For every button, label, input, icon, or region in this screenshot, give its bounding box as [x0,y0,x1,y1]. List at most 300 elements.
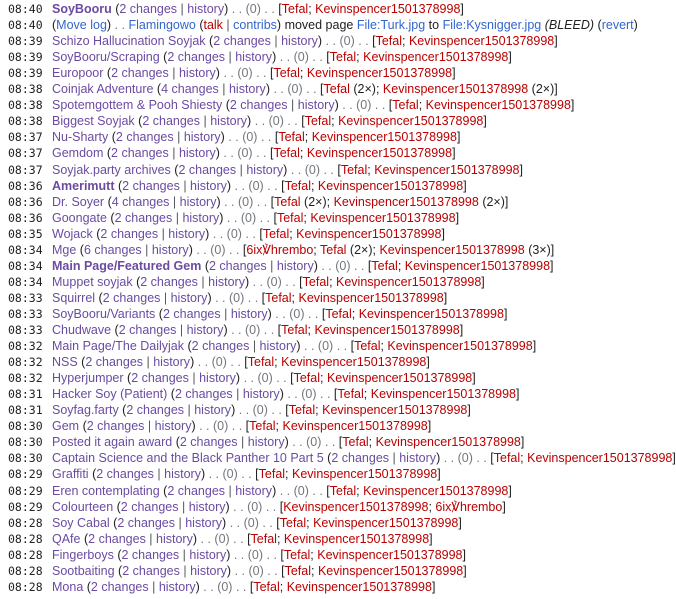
user-link[interactable]: 6ix℣hrembo [246,243,314,257]
page-title-link[interactable]: Captain Science and the Black Panther 10 Part 5 [52,451,324,465]
history-link[interactable]: history [210,114,248,128]
history-link[interactable]: history [228,82,266,96]
user-link[interactable]: Kevinspencer1501378998 [382,82,529,96]
byte-diff: (0) [339,34,355,48]
history-link[interactable]: history [297,98,335,112]
page-title-link[interactable]: SoyBooru/Scraping [52,50,160,64]
history-link[interactable]: history [178,66,216,80]
changes-link[interactable]: 2 changes [191,339,250,353]
page-title-link[interactable]: Graffiti [52,467,89,481]
revert-link[interactable]: revert [601,18,634,32]
user-link[interactable]: Kevinspencer1501378998 [281,355,427,369]
separator: | [184,403,195,417]
separator: | [197,275,209,289]
user-link[interactable]: Kevinspencer1501378998 [306,146,453,160]
changes-link[interactable]: 2 changes [331,451,390,465]
page-title-link[interactable]: Dr. Soyer [52,195,105,209]
user-link[interactable]: Kevinspencer1501378998 [326,371,473,385]
dots: . . [323,163,334,177]
changes-link[interactable]: 2 changes [102,291,161,305]
timestamp: 08:31 [8,403,43,417]
byte-diff: (0) [213,419,229,433]
page-title-link[interactable]: Biggest Soyjak [52,114,135,128]
user-talk-link[interactable]: talk [203,18,223,32]
byte-diff: (0) [228,291,245,305]
byte-diff: (0) [257,371,273,385]
byte-diff: (0) [248,179,264,193]
page-title-link[interactable]: Mge [52,243,77,257]
dots: . . [230,355,241,369]
history-link[interactable]: history [235,484,273,498]
user-link[interactable]: Kevinspencer1501378998 [317,564,464,578]
history-link[interactable]: history [399,451,437,465]
user-link[interactable]: Kevinspencer1501378998 [306,66,453,80]
history-link[interactable]: history [190,179,227,193]
page-title-link[interactable]: Nu-Sharty [52,130,109,144]
dots: . . [342,98,353,112]
user-link[interactable]: Tefal [302,275,330,289]
user-link[interactable]: Kevinspencer1501378998 [283,500,429,514]
page-title-link[interactable]: Muppet soyjak [52,275,133,289]
page-title-link[interactable]: Amerimutt [52,179,115,193]
separator: | [144,419,155,433]
user-link[interactable]: Kevinspencer1501378998 [322,403,468,417]
timestamp: 08:39 [8,34,43,48]
page-title-link[interactable]: Chudwave [52,323,112,337]
dots: . . [264,2,275,16]
dots: . . [233,532,244,546]
dots: . . [229,516,241,530]
separator: | [176,323,187,337]
separator: | [169,195,180,209]
list-item: 08:39 Schizo Hallucination Soyjak (2 changes | history) . . (0) . . [Tefal; Kevinspencer1501378998] [8,34,558,48]
page-title-link[interactable]: Coinjak Adventure [52,82,154,96]
separator: | [287,98,298,112]
user-link[interactable]: Kevinspencer1501378998 [408,34,555,48]
changes-link[interactable]: 2 changes [140,275,198,289]
history-link[interactable]: history [246,163,284,177]
user-link[interactable]: Tefal [325,307,352,321]
page-title-link[interactable]: Gemdom [52,146,104,160]
changes-link[interactable]: 2 changes [117,516,176,530]
byte-diff: (0) [210,243,226,257]
dots: . . [273,82,284,96]
history-link[interactable]: history [182,211,220,225]
user-link[interactable]: Kevinspencer1501378998 [282,419,428,433]
changes-link[interactable]: 2 changes [96,467,154,481]
move-log-link[interactable]: Move log [56,18,107,32]
timestamp: 08:34 [8,259,43,273]
dots: . . [224,195,235,209]
timestamp: 08:33 [8,323,43,337]
page-title-link[interactable]: Schizo Hallucination Soyjak [52,34,206,48]
changes-link[interactable]: 2 changes [229,98,288,112]
dots: . . [260,130,272,144]
dots: . . [196,243,207,257]
user-link[interactable]: Tefal [283,548,311,562]
user-link[interactable]: Tefal [329,484,357,498]
list-item: 08:28 Sootbaiting (2 changes | history) . . (0) . . [Tefal; Kevinspencer1501378998] [8,564,467,578]
changes-link[interactable]: 2 changes [174,387,233,401]
dots: . . [312,50,323,64]
user-link[interactable]: Tefal [284,179,311,193]
user-link[interactable]: Tefal [279,516,307,530]
history-link[interactable]: history [185,516,223,530]
user-link[interactable]: Kevinspencer1501378998 [283,532,430,546]
dots: . . [275,307,286,321]
changes-link[interactable]: 2 changes [88,532,146,546]
dots: . . [292,435,303,449]
dots: . . [234,564,245,578]
history-link[interactable]: history [170,291,208,305]
user-link[interactable]: Tefal [323,82,350,96]
changes-link[interactable]: 2 changes [100,227,159,241]
dots: . . [312,484,323,498]
dots: . . [229,243,240,257]
history-link[interactable]: history [189,548,227,562]
user-link[interactable]: Tefal [340,163,368,177]
user-link[interactable]: Tefal [337,387,364,401]
page-title-link[interactable]: Hyperjumper [52,371,124,385]
dots: . . [354,259,365,273]
user-link[interactable]: Kevinspencer1501378998 [338,114,484,128]
history-link[interactable]: history [179,195,217,209]
user-link[interactable]: Kevinspencer1501378998 [370,387,516,401]
changes-link[interactable]: 2 changes [119,2,178,16]
user-link[interactable]: Kevinspencer1501378998 [310,211,456,225]
changes-link[interactable]: 2 changes [118,323,177,337]
byte-diff: (0) [306,435,322,449]
separator: | [177,2,188,16]
timestamp: 08:29 [8,500,43,514]
page-title-link[interactable]: Hacker Soy (Patient) [52,387,168,401]
user-link[interactable]: Tefal [354,339,381,353]
moved-to-link[interactable]: File:Kysnigger.jpg [442,18,542,32]
user-link[interactable]: Tefal [320,243,347,257]
history-link[interactable]: history [199,371,236,385]
separator: | [141,243,152,257]
dots: . . [279,484,291,498]
dots: . . [374,98,386,112]
changes-link[interactable]: 2 changes [120,500,179,514]
user-link[interactable]: Tefal [249,419,276,433]
dots: . . [197,355,209,369]
timestamp: 08:37 [8,146,43,160]
byte-diff: (0) [287,82,303,96]
user-link[interactable]: Kevinspencer1501378998 [317,179,464,193]
history-link[interactable]: history [156,532,193,546]
dots: . . [231,419,243,433]
timestamp: 08:29 [8,467,43,481]
page-title-link[interactable]: Goongate [52,211,107,225]
user-link[interactable]: Tefal [250,532,277,546]
user-link[interactable]: Tefal [329,50,357,64]
user-link[interactable]: Tefal [278,130,305,144]
dots: . . [235,580,247,594]
byte-diff: (0) [266,275,282,289]
changes-link[interactable]: 2 changes [142,114,201,128]
dots: . . [324,435,336,449]
changes-link[interactable]: 4 changes [111,195,170,209]
user-link[interactable]: Tefal [304,114,332,128]
timestamp: 08:38 [8,82,43,96]
dots: . . [256,66,267,80]
dots: . . [231,323,242,337]
user-link[interactable]: Kevinspencer1501378998 [292,467,438,481]
history-link[interactable]: history [168,227,206,241]
user-link[interactable]: Tefal [274,195,301,209]
user-link[interactable]: 6ix℣hrembo [435,500,503,514]
page-title-link[interactable]: Soyjak.party archives [52,163,171,177]
page-title-link[interactable]: Spotemgottem & Pooh Shiesty [52,98,223,112]
list-item: 08:39 Europoor (2 changes | history) . . (0) . . [Tefal; Kevinspencer1501378998] [8,66,456,80]
user-link[interactable]: Kevinspencer1501378998 [379,243,525,257]
changes-link[interactable]: 2 changes [126,403,185,417]
timestamp: 08:30 [8,419,43,433]
dots: . . [228,130,239,144]
user-link[interactable]: Tefal [273,66,300,80]
timestamp: 08:33 [8,291,43,305]
dots: . . [287,114,298,128]
changes-link[interactable]: 2 changes [85,355,144,369]
user-link[interactable]: Kevinspencer1501378998 [425,98,571,112]
list-item: 08:34 Muppet soyjak (2 changes | history) . . (0) . . [Tefal; Kevinspencer1501378998] [8,275,485,289]
timestamp: 08:36 [8,195,43,209]
separator: | [222,18,234,32]
page-title-link[interactable]: Sootbaiting [52,564,115,578]
user-link[interactable]: Kevinspencer1501378998 [315,2,461,16]
page-title-link[interactable]: Squirrel [52,291,96,305]
user-link[interactable]: Kevinspencer1501378998 [317,548,463,562]
dots: . . [336,339,348,353]
changes-link[interactable]: 2 changes [122,179,180,193]
user-link[interactable]: Tefal [273,146,300,160]
list-item: 08:30 Captain Science and the Black Panther 10 Part 5 (2 changes | history) . . (0) . . [Tefal; Kevinspencer1501378998] [8,451,676,465]
timestamp: 08:39 [8,50,43,64]
byte-diff: (0) [217,580,233,594]
changes-link[interactable]: 2 changes [178,163,237,177]
separator: | [160,291,171,305]
page-title-link[interactable]: QAfe [52,532,81,546]
history-link[interactable]: history [153,355,191,369]
changes-link[interactable]: 2 changes [115,130,174,144]
changes-link[interactable]: 2 changes [122,564,180,578]
byte-diff: (0) [214,532,230,546]
list-item: 08:33 SoyBooru/Variants (2 changes | history) . . (0) . . [Tefal; Kevinspencer1501378998] [8,307,508,321]
user-link[interactable]: Tefal [247,355,275,369]
changes-link[interactable]: 2 changes [111,66,169,80]
dots: . . [234,179,245,193]
list-item: 08:36 Amerimutt (2 changes | history) . . (0) . . [Tefal; Kevinspencer1501378998] [8,179,467,193]
history-link[interactable]: history [259,339,297,353]
dots: . . [226,211,238,225]
list-item: 08:29 Graffiti (2 changes | history) . . (0) . . [Tefal; Kevinspencer1501378998] [8,467,441,481]
dots: . . [266,548,277,562]
changes-link[interactable]: 2 changes [209,259,267,273]
page-title-link[interactable]: Mona [52,580,84,594]
history-link[interactable]: history [186,323,224,337]
user-link[interactable]: Tefal [493,451,521,465]
list-item: 08:38 Biggest Soyjak (2 changes | history) . . (0) . . [Tefal; Kevinspencer1501378998] [8,114,487,128]
byte-diff: (0) [237,146,253,160]
separator: | [168,146,179,160]
dots: . . [233,500,244,514]
moved-page-text: moved page [284,18,354,32]
dots: . . [200,532,211,546]
user-link[interactable]: Kevinspencer1501378998 [387,339,533,353]
dots: . . [263,323,275,337]
user-link[interactable]: Kevinspencer1501378998 [375,435,521,449]
page-title-link[interactable]: Gem [52,419,80,433]
history-link[interactable]: history [208,275,245,289]
page-title-link[interactable]: Colourteen [52,500,114,514]
user-link[interactable]: Tefal [375,34,403,48]
user-link[interactable]: Kevinspencer1501378998 [374,163,520,177]
user-link[interactable]: Kevinspencer1501378998 [313,516,459,530]
history-link[interactable]: history [164,467,201,481]
history-link[interactable]: history [188,500,226,514]
user-link[interactable]: Kevinspencer1501378998 [298,291,444,305]
page-title-link[interactable]: Main Page/Featured Gem [52,259,202,273]
timestamp: 08:37 [8,130,43,144]
user-link[interactable]: Kevinspencer1501378998 [286,580,432,594]
byte-diff: (0) [293,50,309,64]
page-title-link[interactable]: Posted it again award [52,435,173,449]
history-link[interactable]: history [230,307,268,321]
changes-link[interactable]: 4 changes [161,82,219,96]
user-link[interactable]: Kevinspencer1501378998 [527,451,673,465]
history-link[interactable]: history [158,580,196,594]
timestamp: 08:32 [8,371,43,385]
changes-link[interactable]: 2 changes [86,419,145,433]
separator: | [148,580,159,594]
history-link[interactable]: history [187,2,225,16]
history-link[interactable]: history [190,564,227,578]
moved-from-link[interactable]: File:Turk.jpg [356,18,426,32]
history-link[interactable]: history [178,146,216,160]
comment: (BLEED) [544,18,595,32]
dots: . . [307,307,319,321]
user-link[interactable]: Tefal [392,98,419,112]
changes-link[interactable]: 6 changes [83,243,142,257]
changes-link[interactable]: 2 changes [167,484,226,498]
user-link[interactable]: Tefal [265,291,292,305]
list-item: 08:28 Soy Cabal (2 changes | history) . . (0) . . [Tefal; Kevinspencer1501378998] [8,516,462,530]
user-link[interactable]: Tefal [288,403,316,417]
dots: . . [247,291,259,305]
changes-link[interactable]: 2 changes [114,211,173,225]
changes-link[interactable]: 2 changes [213,34,271,48]
separator: | [179,179,191,193]
dots: . . [243,371,254,385]
changes-link[interactable]: 2 changes [179,435,238,449]
user-link[interactable]: Tefal [342,435,369,449]
dots: . . [276,371,287,385]
history-link[interactable]: history [235,50,273,64]
timestamp: 08:40 [8,18,43,32]
dots: . . [252,275,264,289]
user-link[interactable]: Kevinspencer1501378998 [333,195,479,209]
user-link[interactable]: Tefal [281,323,308,337]
user-link[interactable]: Kevinspencer1501378998 [296,227,442,241]
dots: . . [241,467,252,481]
history-link[interactable]: history [154,419,192,433]
byte-diff: (0) [304,163,320,177]
dots: . . [203,580,214,594]
user-link[interactable]: Tefal [276,211,304,225]
page-title-link[interactable]: Europoor [52,66,104,80]
changes-link[interactable]: 2 changes [90,580,149,594]
changes-link[interactable]: 2 changes [121,548,180,562]
dots: . . [256,146,267,160]
separator: | [237,435,248,449]
user-link[interactable]: Tefal [284,564,312,578]
separator: | [178,500,189,514]
dots: . . [262,516,273,530]
user-link[interactable]: Flamingowo [128,18,196,32]
user-link[interactable]: Kevinspencer1501378998 [363,50,509,64]
changes-link[interactable]: 2 changes [131,371,189,385]
history-link[interactable]: history [276,259,314,273]
list-item: 08:30 Gem (2 changes | history) . . (0) . . [Tefal; Kevinspencer1501378998] [8,419,432,433]
dots: . . [231,2,243,16]
list-item: 08:40 (Move log) . . Flamingowo (talk | contribs) moved page File:Turk.jpg to File:Kysnigger.jpg (BLEED) (revert) [8,18,638,32]
changes-link[interactable]: 2 changes [167,50,226,64]
history-link[interactable]: history [151,243,189,257]
user-link[interactable]: Tefal [253,580,280,594]
page-title-link[interactable]: Soyfag.farty [52,403,119,417]
separator: | [200,114,211,128]
changes-link[interactable]: 2 changes [162,307,221,321]
page-title-link[interactable]: NSS [52,355,78,369]
user-link[interactable]: Kevinspencer1501378998 [314,323,460,337]
user-link[interactable]: Tefal [371,259,398,273]
dots: . . [223,66,234,80]
user-link[interactable]: Tefal [258,467,286,481]
history-link[interactable]: history [281,34,318,48]
user-link[interactable]: Kevinspencer1501378998 [363,484,509,498]
history-link[interactable]: history [242,387,280,401]
user-link[interactable]: Kevinspencer1501378998 [336,275,482,289]
user-link[interactable]: Tefal [293,371,321,385]
page-title-link[interactable]: Soy Cabal [52,516,110,530]
list-item: 08:31 Hacker Soy (Patient) (2 changes | history) . . (0) . . [Tefal; Kevinspencer1501378998] [8,387,520,401]
history-link[interactable]: history [247,435,285,449]
page-title-link[interactable]: Wojack [52,227,93,241]
page-title-link[interactable]: SoyBooru [52,2,112,16]
history-link[interactable]: history [183,130,221,144]
timestamp: 08:32 [8,355,43,369]
user-contribs-link[interactable]: contribs [233,18,277,32]
list-item: 08:31 Soyfag.farty (2 changes | history) . . (0) . . [Tefal; Kevinspencer1501378998] [8,403,471,417]
user-link[interactable]: Kevinspencer1501378998 [404,259,551,273]
list-item: 08:38 Spotemgottem & Pooh Shiesty (2 changes | history) . . (0) . . [Tefal; Kevinspencer1501378998] [8,98,575,112]
dots: . . [287,387,298,401]
page-title-link[interactable]: Main Page/The Dailyjak [52,339,185,353]
page-title-link[interactable]: SoyBooru/Variants [52,307,156,321]
timestamp: 08:33 [8,307,43,321]
user-link[interactable]: Kevinspencer1501378998 [358,307,504,321]
list-item: 08:39 SoyBooru/Scraping (2 changes | history) . . (0) . . [Tefal; Kevinspencer1501378998] [8,50,512,64]
history-link[interactable]: history [194,403,232,417]
separator: | [168,66,179,80]
changes-link[interactable]: 2 changes [111,146,169,160]
page-title-link[interactable]: Eren contemplating [52,484,160,498]
user-link[interactable]: Tefal [262,227,290,241]
user-link[interactable]: Tefal [281,2,309,16]
page-title-link[interactable]: Fingerboys [52,548,114,562]
user-link[interactable]: Kevinspencer1501378998 [311,130,457,144]
